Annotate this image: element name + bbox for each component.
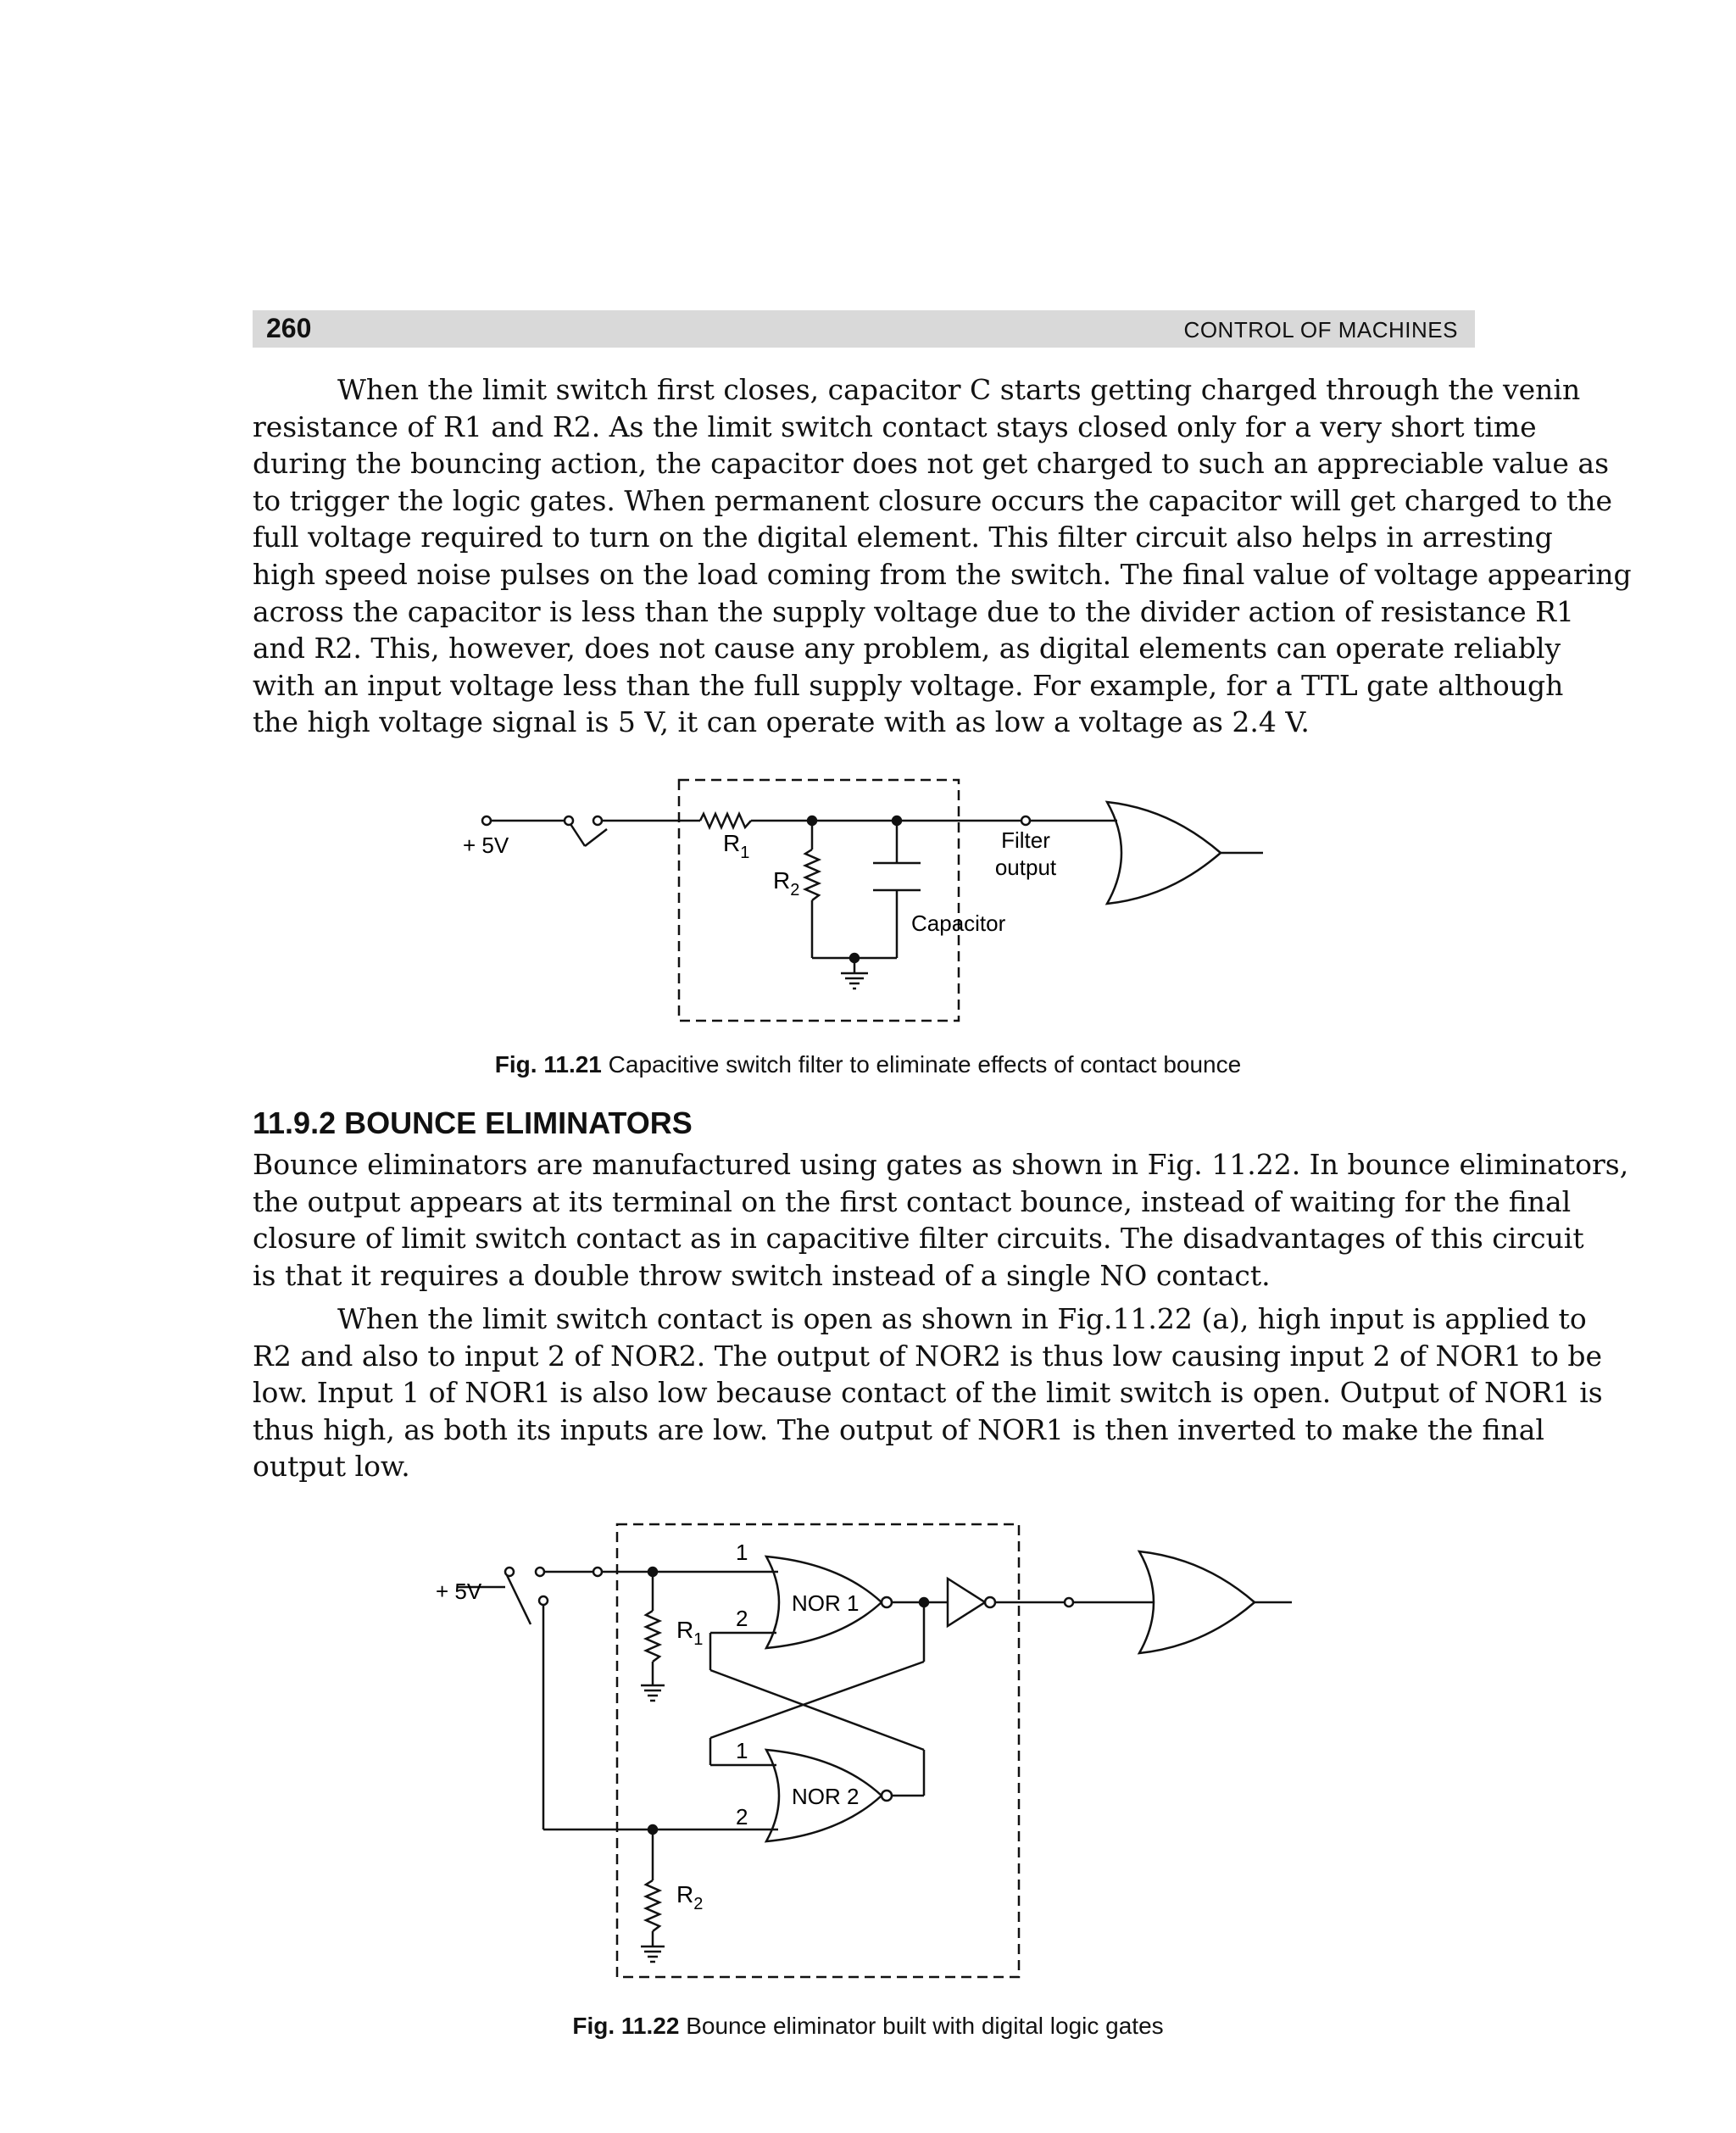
text-line: the high voltage signal is 5 V, it can operate with as low a voltage as 2.4 V. [253,705,1310,739]
text-line: closure of limit switch contact as in capacitive filter circuits. The disadvantages of this circuit [253,1222,1584,1256]
junction-dot [920,1598,928,1607]
text-line: resistance of R1 and R2. As the limit switch contact stays closed only for a very short time [253,409,1537,443]
nor1-pin1-label: 1 [736,1540,748,1565]
output-terminal [1065,1598,1073,1607]
switch-blade [570,824,585,846]
switch-blade [507,1575,531,1624]
text-line: low. Input 1 of NOR1 is also low because contact of the limit switch is open. Output of NOR1 is [253,1376,1603,1410]
inverter-bubble [985,1597,995,1607]
text-line: the output appears at its terminal on the first contact bounce, instead of waiting for the final [253,1184,1572,1218]
switch-contact-right [593,816,602,825]
filter-output-terminal [1021,816,1030,825]
filter-label: Filter [1001,827,1050,853]
capacitor-label: Capacitor [911,911,1006,936]
nor2-pin1-label: 1 [736,1738,748,1763]
text-line: full voltage required to turn on the digital element. This filter circuit also helps in arresting [253,521,1553,554]
output-label: output [994,855,1057,880]
resistor-r2 [805,849,819,900]
caption-text: Bounce eliminator built with digital logic gates [679,2013,1164,2039]
inverter-gate [948,1579,985,1626]
filter-boundary-box [679,780,959,1021]
r1-label: $R_1$ [676,1617,704,1649]
or-gate [1107,802,1221,904]
text-line: to trigger the logic gates. When permanent closure occurs the capacitor will get charged to the [253,483,1612,517]
r1-label: $R_1$ [723,830,750,862]
switch-contact-bottom [539,1596,548,1605]
r2-label: $R_2$ [773,867,800,899]
page-number: 260 [266,313,312,343]
supply-label: + 5V [463,833,509,858]
or-gate [1139,1551,1255,1653]
resistor-r1 [700,814,751,827]
resistor-r1 [646,1611,659,1662]
paragraph-3 [253,1300,1603,1485]
running-title: CONTROL OF MACHINES [1183,317,1458,343]
text-line: thus high, as both its inputs are low. The output of NOR1 is then inverted to make the final [253,1412,1544,1446]
nor2-bubble [882,1790,892,1801]
text-line: output low. [253,1450,410,1484]
switch-contact-top [536,1568,544,1576]
switch-pivot [505,1568,514,1576]
section-heading: 11.9.2 BOUNCE ELIMINATORS [253,1105,693,1140]
nor2-pin2-label: 2 [736,1804,748,1829]
figure-11-21-caption [0,1051,1736,1078]
text-line: When the limit switch first closes, capacitor C starts getting charged through the venin [337,373,1581,406]
nor2-label: NOR 2 [792,1784,860,1809]
nor1-pin2-label: 2 [736,1606,748,1631]
supply-label: + 5V [436,1579,482,1604]
switch-contact-left [565,816,573,825]
caption-text: Capacitive switch filter to eliminate effects of contact bounce [601,1051,1242,1078]
r2-label: $R_2$ [676,1881,704,1913]
text-line: during the bouncing action, the capacitor does not get charged to such an appreciable value as [253,447,1610,481]
text-line: When the limit switch contact is open as shown in Fig.11.22 (a), high input is applied to [337,1302,1587,1335]
paragraph-2 [253,1146,1629,1294]
nor1-label: NOR 1 [792,1590,860,1616]
resistor-r2 [646,1880,659,1931]
caption-number: Fig. 11.22 [572,2013,680,2039]
input-terminal [593,1568,602,1576]
input-terminal [482,816,491,825]
text-line: with an input voltage less than the full supply voltage. For example, for a TTL gate although [253,668,1564,702]
text-line: and R2. This, however, does not cause any problem, as digital elements can operate reliably [253,632,1561,666]
figure-11-22-diagram [0,1509,1736,1992]
text-line: Bounce eliminators are manufactured using gates as shown in Fig. 11.22. In bounce eliminators, [253,1148,1629,1181]
text-line: across the capacitor is less than the supply voltage due to the divider action of resistance R1 [253,594,1574,628]
text-line: high speed noise pulses on the load coming from the switch. The final value of voltage appearing [253,557,1632,591]
text-line: R2 and also to input 2 of NOR2. The output of NOR2 is thus low causing input 2 of NOR1 to be [253,1339,1603,1373]
text-line: is that it requires a double throw switch instead of a single NO contact. [253,1258,1271,1292]
caption-number: Fig. 11.21 [494,1051,602,1078]
figure-11-22-caption [0,2013,1736,2040]
nor1-bubble [882,1597,892,1607]
